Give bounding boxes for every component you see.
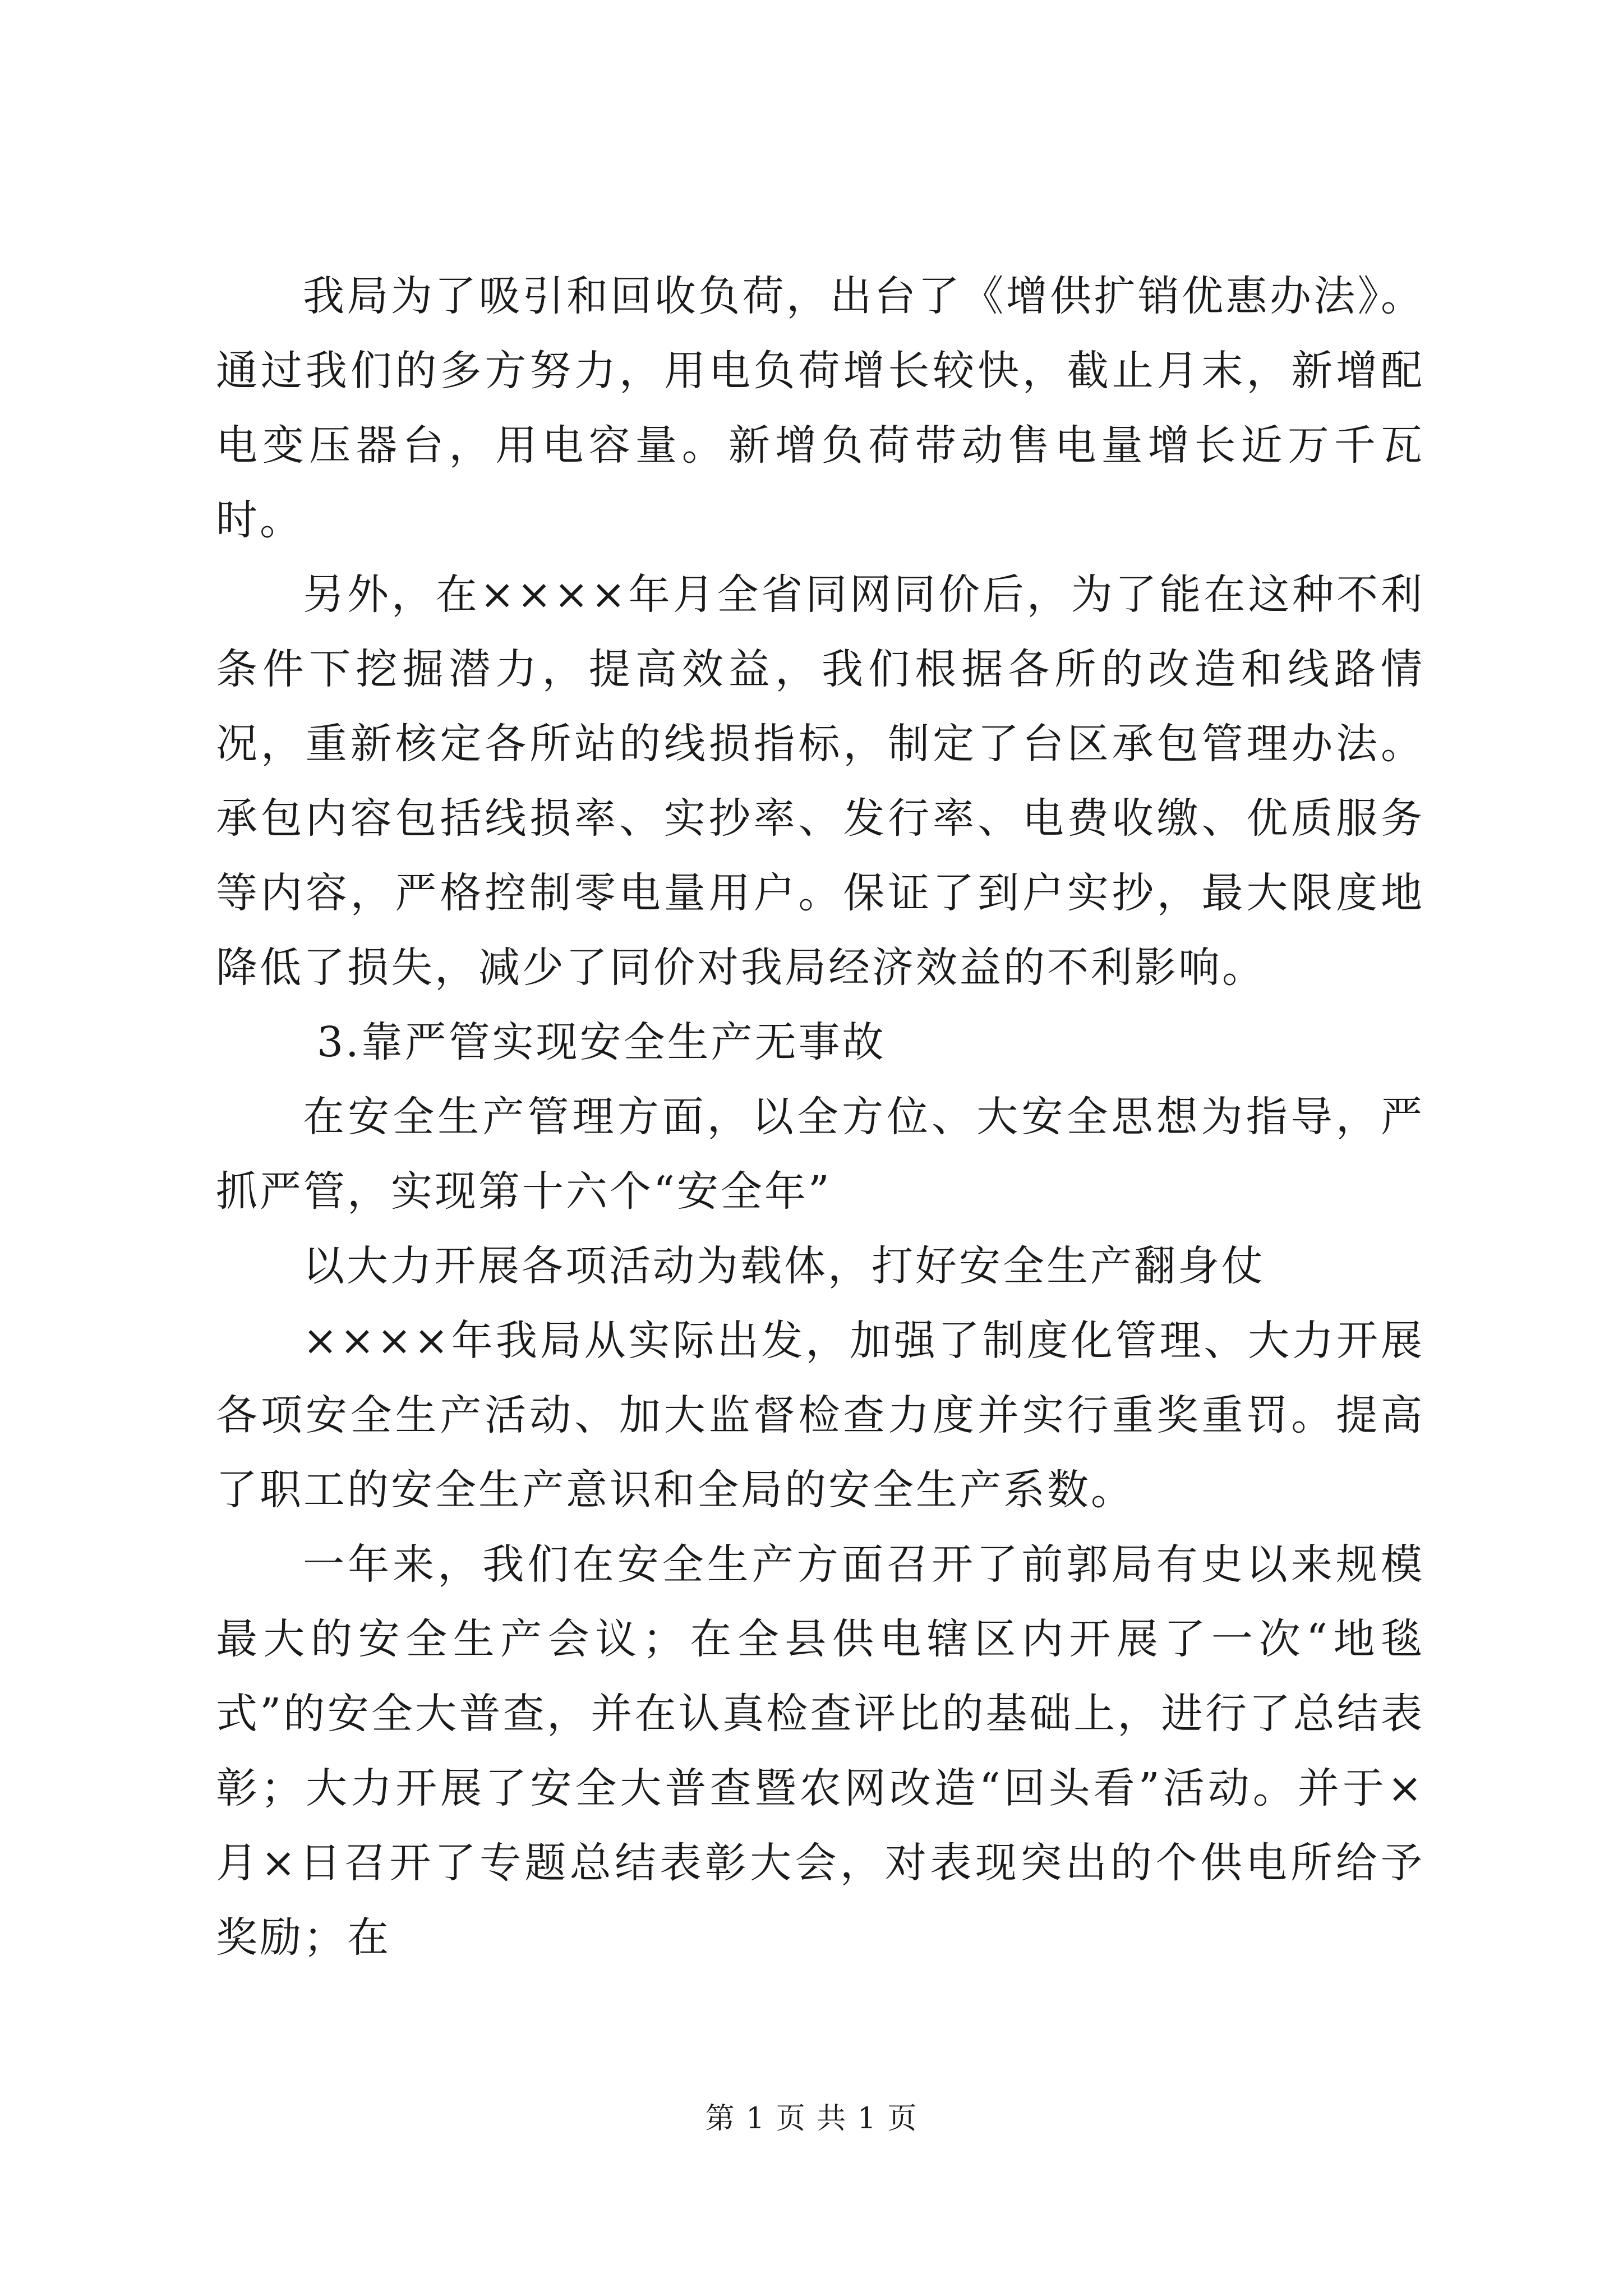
document-body xyxy=(216,259,1424,1975)
section-heading-safety: 3.靠严管实现安全生产无事故 xyxy=(317,1018,886,1066)
page-number-footer: 第 1 页 共 1 页 xyxy=(705,2102,918,2136)
paragraph-year-review: 一年来，我们在安全生产方面召开了前郭局有史以来规模最大的安全生产会议；在全县供电辖区内开展了一次“地毯式”的安全大普查，并在认真检查评比的基础上，进行了总结表彰；大力开展了安全大普查暨农网改造“回头看”活动。并于×月×日召开了专题总结表彰大会，对表现突出的个供电所给予奖励；在 xyxy=(216,1540,1424,1962)
paragraph-institutional-management: ××××年我局从实际出发，加强了制度化管理、大力开展各项安全生产活动、加大监督检查力度并实行重奖重罚。提高了职工的安全生产意识和全局的安全生产系数。 xyxy=(216,1317,1424,1514)
paragraph-load-growth: 我局为了吸引和回收负荷，出台了《增供扩销优惠办法》。通过我们的多方努力，用电负荷增长较快，截止月末，新增配电变压器台，用电容量。新增负荷带动售电量增长近万千瓦时。 xyxy=(216,272,1424,544)
paragraph-safety-management: 在安全生产管理方面，以全方位、大安全思想为指导，严抓严管，实现第十六个“安全年” xyxy=(216,1093,1424,1216)
paragraph-line-loss: 另外，在××××年月全省同网同价后，为了能在这种不利条件下挖掘潜力，提高效益，我们根据各所的改造和线路情况，重新核定各所站的线损指标，制定了台区承包管理办法。承包内容包括线损率、实抄率、发行率、电费收缴、优质服务等内容，严格控制零电量用户。保证了到户实抄，最大限度地降低了损失，减少了同价对我局经济效益的不利影响。 xyxy=(216,570,1424,992)
paragraph-activities: 以大力开展各项活动为载体，打好安全生产翻身仗 xyxy=(303,1242,1265,1290)
